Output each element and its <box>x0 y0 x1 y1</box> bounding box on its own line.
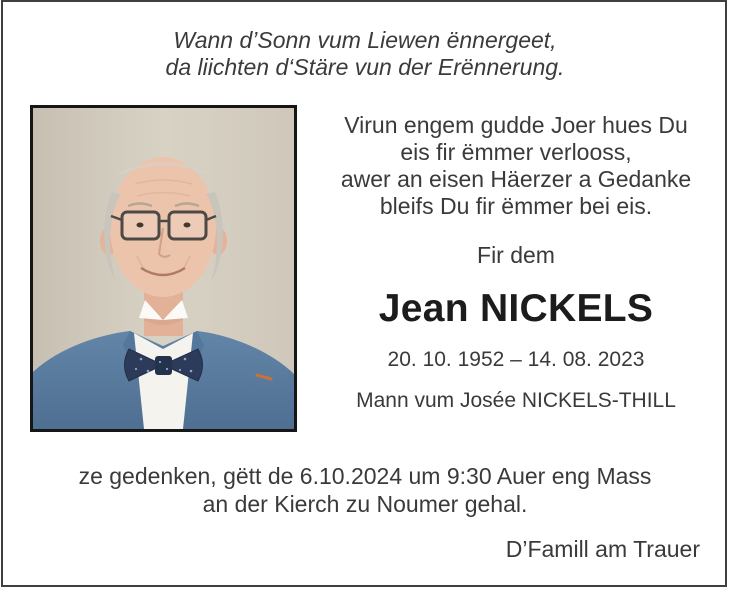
portrait-illustration <box>33 108 294 429</box>
quote-line-2: da liichten d‘Stäre vun der Erënnerung. <box>165 54 565 80</box>
intro-text: Fir dem <box>477 242 555 268</box>
tribute-line-4: bleifs Du fir ëmmer bei eis. <box>379 193 653 219</box>
portrait-photo <box>30 105 297 432</box>
tribute-line-2: eis fir ëmmer verlooss, <box>400 139 632 165</box>
tribute-line-3: awer an eisen Häerzer a Gedanke <box>340 166 692 192</box>
life-dates: 20. 10. 1952 – 14. 08. 2023 <box>387 348 645 371</box>
spouse-line: Mann vum Josée NICKELS-THILL <box>356 389 676 412</box>
mass-announcement-line-2: an der Kierch zu Noumer gehal. <box>202 491 528 517</box>
mass-announcement-line-1: ze gedenken, gëtt de 6.10.2024 um 9:30 Auer eng Mass <box>78 463 652 489</box>
mass-announcement <box>0 462 730 518</box>
deceased-name: Jean NICKELS <box>378 287 654 330</box>
opening-quote <box>0 27 730 81</box>
family-signature: D’Famill am Trauer <box>505 536 700 562</box>
quote-line-1: Wann d’Sonn vum Liewen ënnergeet, <box>173 27 557 53</box>
tribute-section <box>318 112 714 413</box>
tribute-line-1: Virun engem gudde Joer hues Du <box>344 112 688 138</box>
